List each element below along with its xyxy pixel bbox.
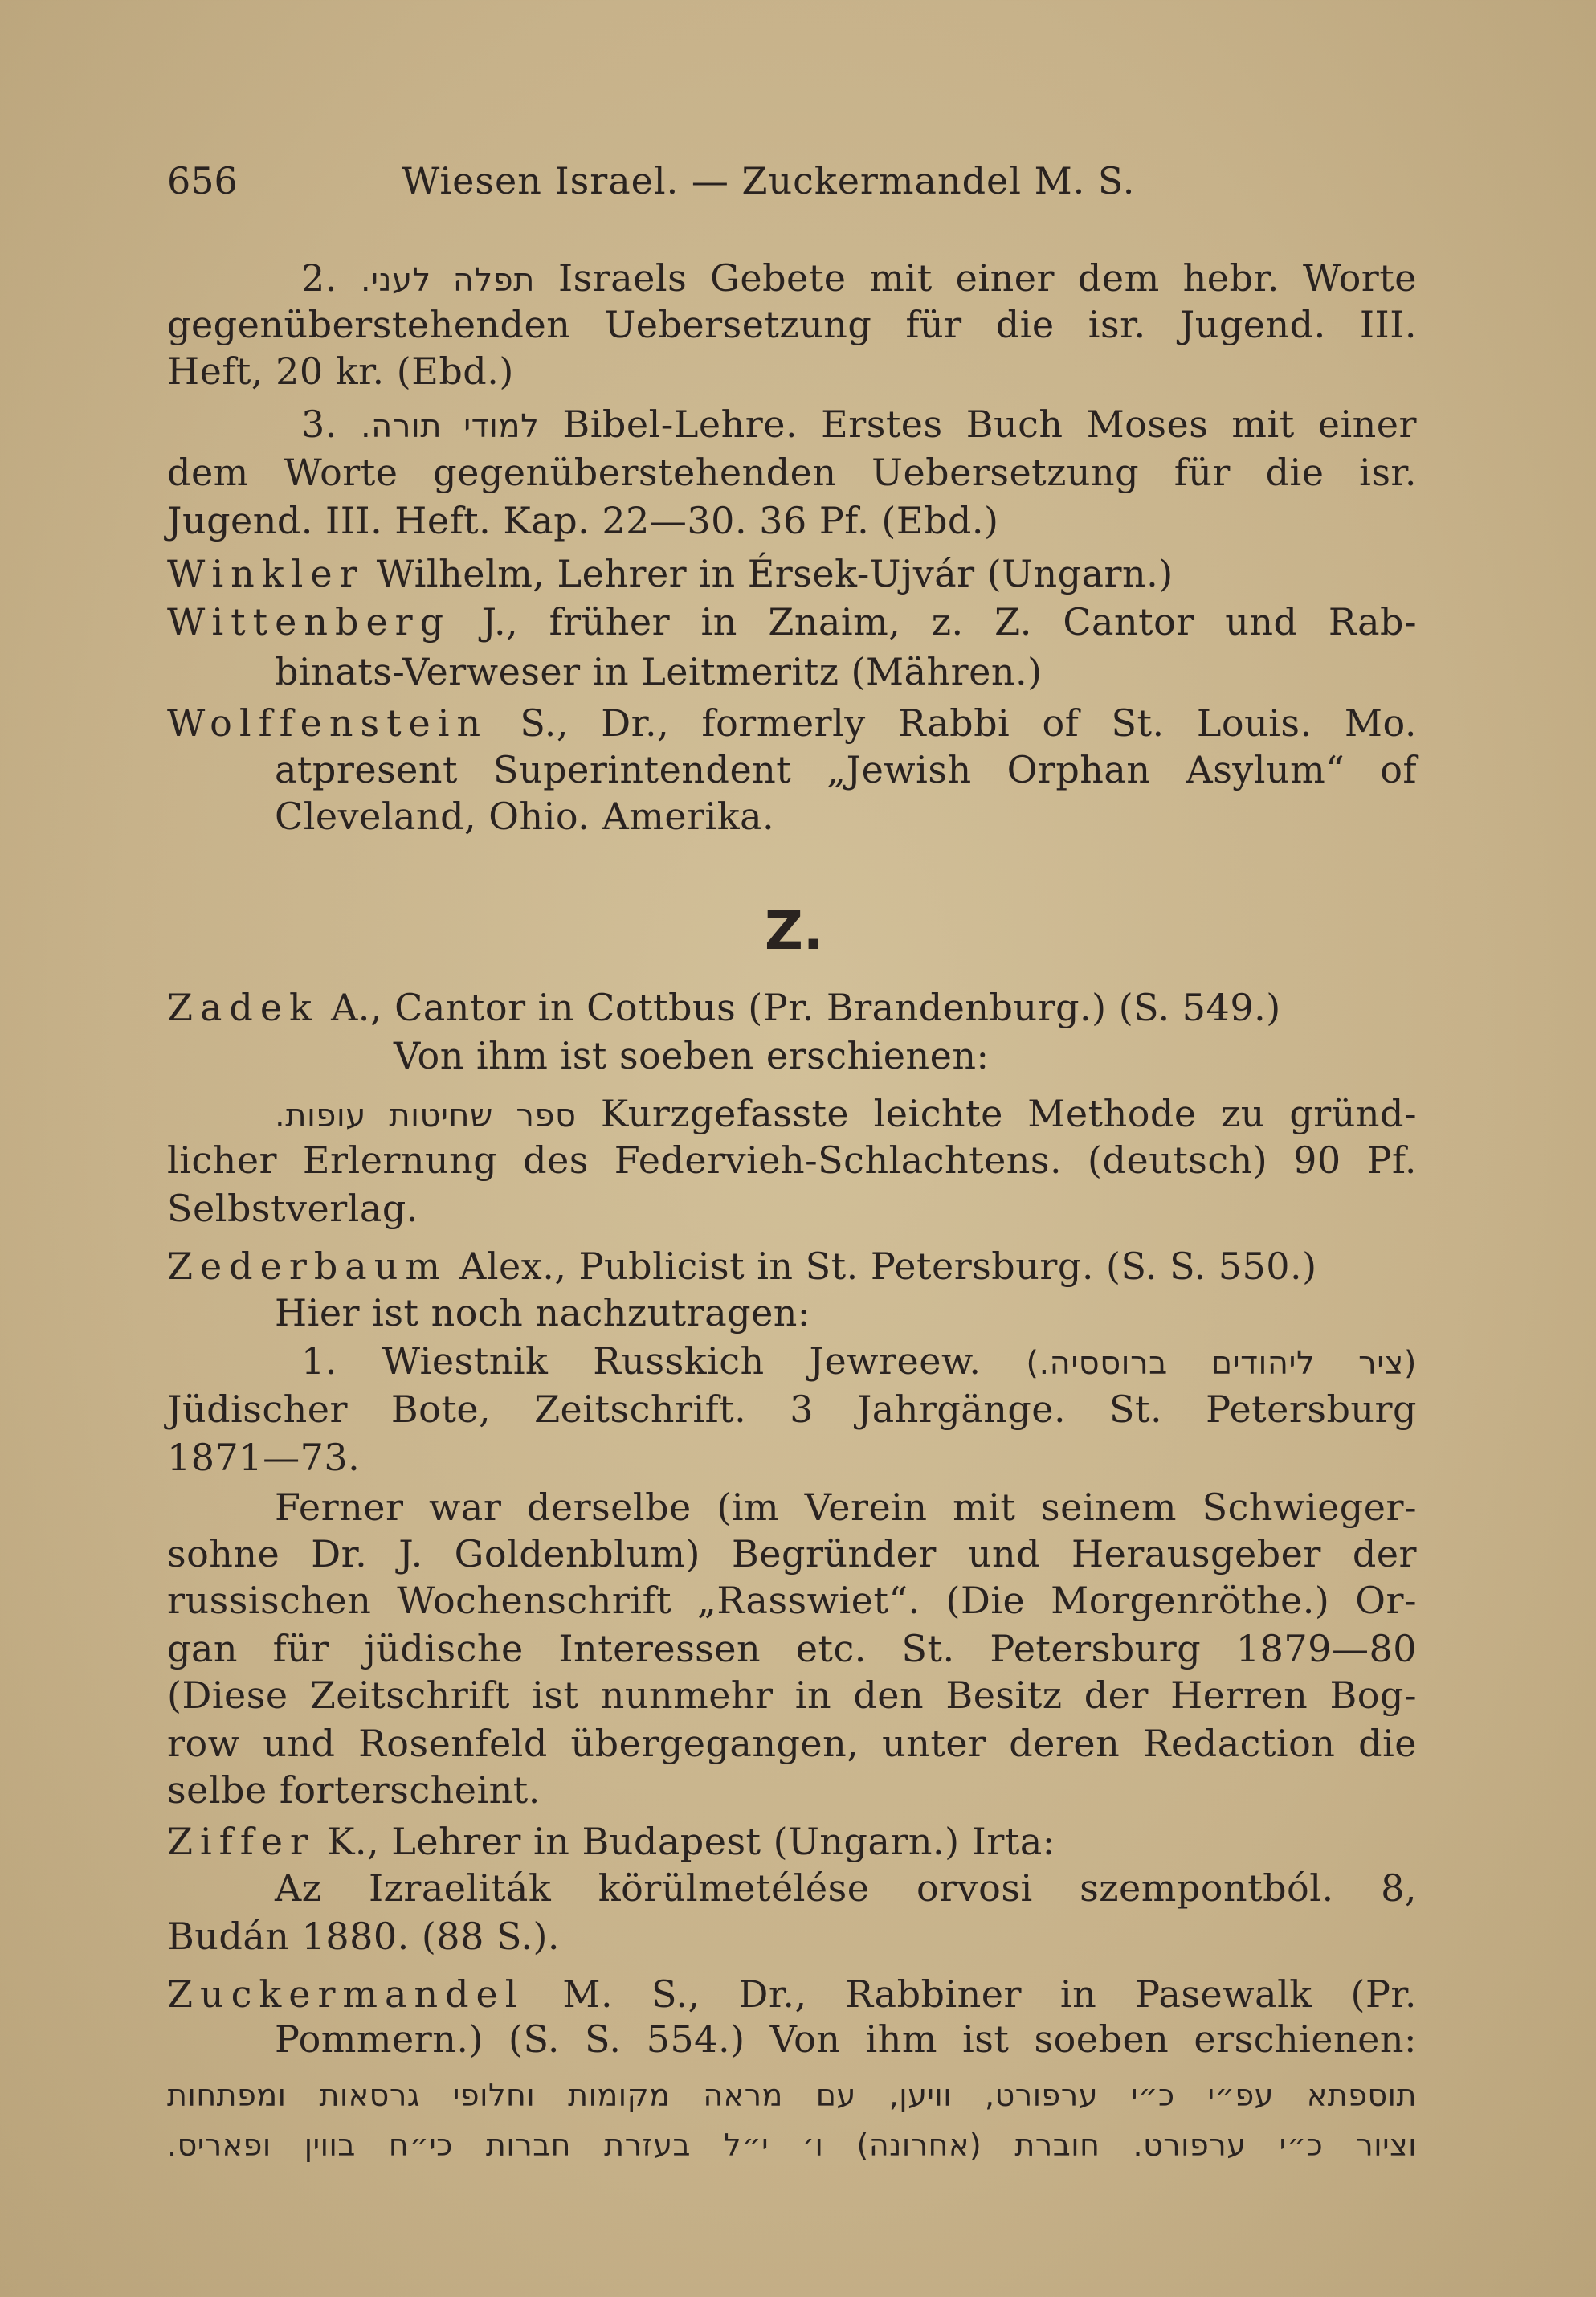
hebrew-title: למודי תורה. — [360, 408, 540, 445]
entry-line — [301, 400, 1417, 451]
entry-line: Cleveland, Ohio. Amerika. — [275, 795, 775, 838]
person-entry — [167, 550, 1417, 598]
entry-line: Jüdischer Bote, Zeitschrift. 3 Jahrgänge. St. Petersburg — [167, 1388, 1417, 1431]
entry-line — [275, 1089, 1417, 1140]
hebrew-title: ספר שחיטות עופות. — [275, 1097, 577, 1134]
entry-line — [301, 254, 1417, 304]
entry-line: row und Rosenfeld übergegangen, unter deren Redaction die — [167, 1722, 1417, 1765]
item-number: 3. — [301, 403, 337, 446]
running-title: Wiesen Israel. — Zuckermandel M. S. — [402, 159, 1136, 202]
person-name: Ziffer — [167, 1820, 315, 1863]
person-entry — [167, 1242, 1417, 1290]
entry-line: dem Worte gegenüberstehenden Uebersetzung für die isr. — [167, 451, 1417, 494]
entry-line: Hier ist noch nachzutragen: — [275, 1291, 810, 1334]
entry-line: gegenüberstehenden Uebersetzung für die isr. Jugend. III. — [167, 303, 1417, 346]
entry-text: Wilhelm, Lehrer in Érsek-Ujvár (Ungarn.) — [376, 552, 1174, 595]
entry-line: licher Erlernung des Federvieh-Schlachtens. (deutsch) 90 Pf. — [167, 1138, 1417, 1182]
person-name: Wittenberg — [167, 600, 451, 644]
entry-line: Az Izraeliták körülmetélése orvosi szempontból. 8, — [275, 1866, 1417, 1910]
entry-text: J., früher in Znaim, z. Z. Cantor und Rab- — [481, 600, 1417, 644]
hebrew-line: וציור כ״י ערפורט. חוברת (אחרונה) ו׳ י״ל בעזרת חברות כי״ח בווין ופאריס. — [167, 2127, 1417, 2163]
person-name: Zuckermandel — [167, 1972, 525, 2016]
entry-text: Kurzgefasste leichte Methode zu gründ- — [600, 1092, 1418, 1135]
person-entry — [167, 1970, 1417, 2018]
person-name: Zadek — [167, 986, 319, 1029]
hebrew-title: תפלה לעני. — [360, 262, 535, 299]
entry-text: Alex., Publicist in St. Petersburg. (S. S. 550.) — [459, 1245, 1317, 1288]
entry-line: Selbstverlag. — [167, 1187, 418, 1230]
entry-text: K., Lehrer in Budapest (Ungarn.) Irta: — [327, 1820, 1055, 1863]
entry-line: Jugend. III. Heft. Kap. 22—30. 36 Pf. (Ebd.) — [167, 499, 999, 542]
section-letter: Z. — [765, 900, 823, 962]
entry-line — [301, 1337, 1417, 1388]
entry-text: Israels Gebete mit einer dem hebr. Worte — [557, 256, 1417, 300]
page-number: 656 — [167, 159, 238, 202]
entry-line: binats-Verweser in Leitmeritz (Mähren.) — [275, 650, 1043, 693]
person-entry — [167, 1817, 1417, 1866]
person-entry — [167, 598, 1417, 646]
entry-line: russischen Wochenschrift „Rasswiet“. (Die Morgenröthe.) Or- — [167, 1579, 1417, 1622]
entry-line: Von ihm ist soeben erschienen: — [394, 1034, 990, 1077]
entry-line: 1871—73. — [167, 1436, 361, 1479]
entry-line: (Diese Zeitschrift ist nunmehr in den Besitz der Herren Bog- — [167, 1674, 1417, 1717]
hebrew-title: (ציר ליהודים ברוססיה.) — [1026, 1345, 1417, 1382]
entry-text: 1. Wiestnik Russkich Jewreew. — [301, 1339, 982, 1383]
entry-line: gan für jüdische Interessen etc. St. Petersburg 1879—80 — [167, 1627, 1417, 1670]
item-number: 2. — [301, 256, 337, 300]
entry-text: S., Dr., formerly Rabbi of St. Louis. Mo. — [520, 701, 1417, 745]
entry-line: Heft, 20 kr. (Ebd.) — [167, 349, 514, 393]
entry-line: Pommern.) (S. S. 554.) Von ihm ist soeben erschienen: — [275, 2017, 1417, 2061]
entry-line: Ferner war derselbe (im Verein mit seinem Schwieger- — [275, 1486, 1417, 1529]
person-entry — [167, 699, 1417, 747]
hebrew-line: תוספתא עפ״י כ״י ערפורט, וויען, עם מראה מקומות וחלופי גרסאות ומפתחות — [167, 2078, 1417, 2113]
entry-line: selbe forterscheint. — [167, 1768, 541, 1812]
entry-text: Bibel-Lehre. Erstes Buch Moses mit einer — [562, 403, 1418, 446]
entry-line: Budán 1880. (88 S.). — [167, 1915, 561, 1958]
entry-line: sohne Dr. J. Goldenblum) Begründer und Herausgeber der — [167, 1532, 1417, 1576]
entry-text: A., Cantor in Cottbus (Pr. Brandenburg.) (S. 549.) — [331, 986, 1281, 1029]
person-entry — [167, 983, 1417, 1032]
person-name: Wolffenstein — [167, 701, 488, 745]
entry-text: M. S., Dr., Rabbiner in Pasewalk (Pr. — [562, 1972, 1417, 2016]
person-name: Winkler — [167, 552, 365, 595]
entry-line: atpresent Superintendent „Jewish Orphan Asylum“ of — [275, 748, 1417, 791]
person-name: Zederbaum — [167, 1245, 447, 1288]
